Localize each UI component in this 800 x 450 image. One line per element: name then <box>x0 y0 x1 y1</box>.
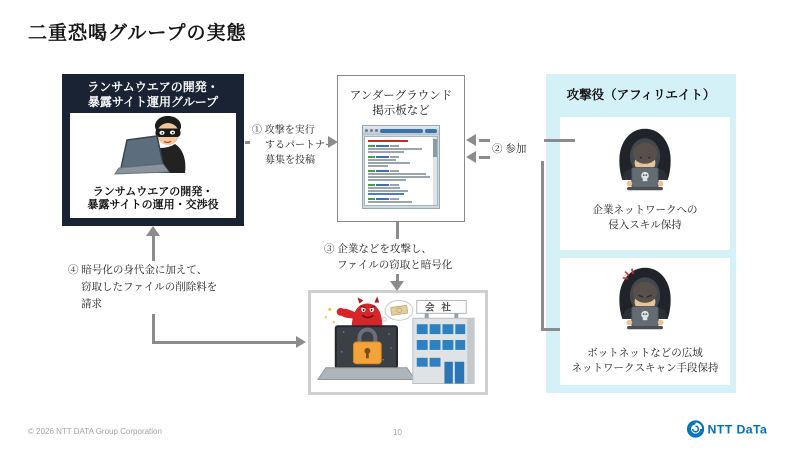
page-title: 二重恐喝グループの実態 <box>28 23 247 44</box>
step3-label: ③ 企業などを攻撃し、 ファイルの窃取と暗号化 <box>322 240 454 274</box>
arrow-step1-head <box>328 136 338 148</box>
angry-hooded-hacker-icon <box>609 264 681 334</box>
ransomware-group-box <box>62 74 244 226</box>
step1-label: ① 攻撃を実行 するパートナー 募集を投稿 <box>250 122 337 169</box>
arrow-step4-vertical-bottom <box>152 314 155 344</box>
ntt-data-logo <box>686 416 780 442</box>
underground-board-box <box>337 75 465 222</box>
company-sign-text: 会社 <box>425 302 458 313</box>
arrow-step2b-head <box>466 151 476 163</box>
arrow-step2b-vertical <box>541 156 544 331</box>
ransomware-attack-icon <box>314 296 482 388</box>
masked-hacker-icon <box>105 115 201 177</box>
victim-company-box <box>308 290 488 395</box>
ransomware-group-card <box>70 113 236 218</box>
affiliate-card-botnet-label: ボットネットなどの広域 ネットワークスキャン手段保持 <box>571 347 719 374</box>
forum-screenshot-icon <box>362 125 440 209</box>
arrow-step4-head-up <box>146 226 160 236</box>
arrow-step4-vertical-top <box>152 235 155 263</box>
page-number: 10 <box>393 428 402 437</box>
forum-post-list <box>364 136 438 206</box>
arrow-step3-head <box>390 281 404 291</box>
affiliate-card-intrusion-label: 企業ネットワークへの 侵入スキル保持 <box>592 204 698 231</box>
ntt-data-logo-text: NTT DaTa <box>707 422 768 437</box>
hooded-hacker-icon <box>609 125 681 195</box>
step2-label: ② 参加 <box>490 137 544 161</box>
arrow-step2a-head <box>466 134 476 146</box>
forum-toolbar <box>363 126 439 135</box>
affiliate-box <box>546 74 736 393</box>
ntt-data-swirl-icon <box>688 421 703 436</box>
affiliate-card-intrusion <box>560 117 730 250</box>
underground-board-title: アンダーグラウンド 掲示板など <box>349 90 453 117</box>
ransomware-group-title: ランサムウエアの開発・ 暴露サイト運用グループ <box>87 80 219 109</box>
affiliate-card-botnet <box>560 258 730 385</box>
arrow-step2b-elbow <box>541 328 560 331</box>
affiliate-title: 攻撃役（アフィリエイト） <box>566 88 716 102</box>
ransomware-group-role: ランサムウエアの開発・ 暴露サイトの運用・交渉役 <box>87 186 219 211</box>
arrow-step3-stub-top <box>396 222 399 239</box>
arrow-step4-head-right <box>296 336 306 348</box>
arrow-step4-horizontal <box>152 341 298 344</box>
copyright-text: © 2026 NTT DATA Group Corporation <box>28 427 162 436</box>
step4-label: ④ 暗号化の身代金に加えて、 窃取したファイルの削除料を 請求 <box>66 261 219 314</box>
